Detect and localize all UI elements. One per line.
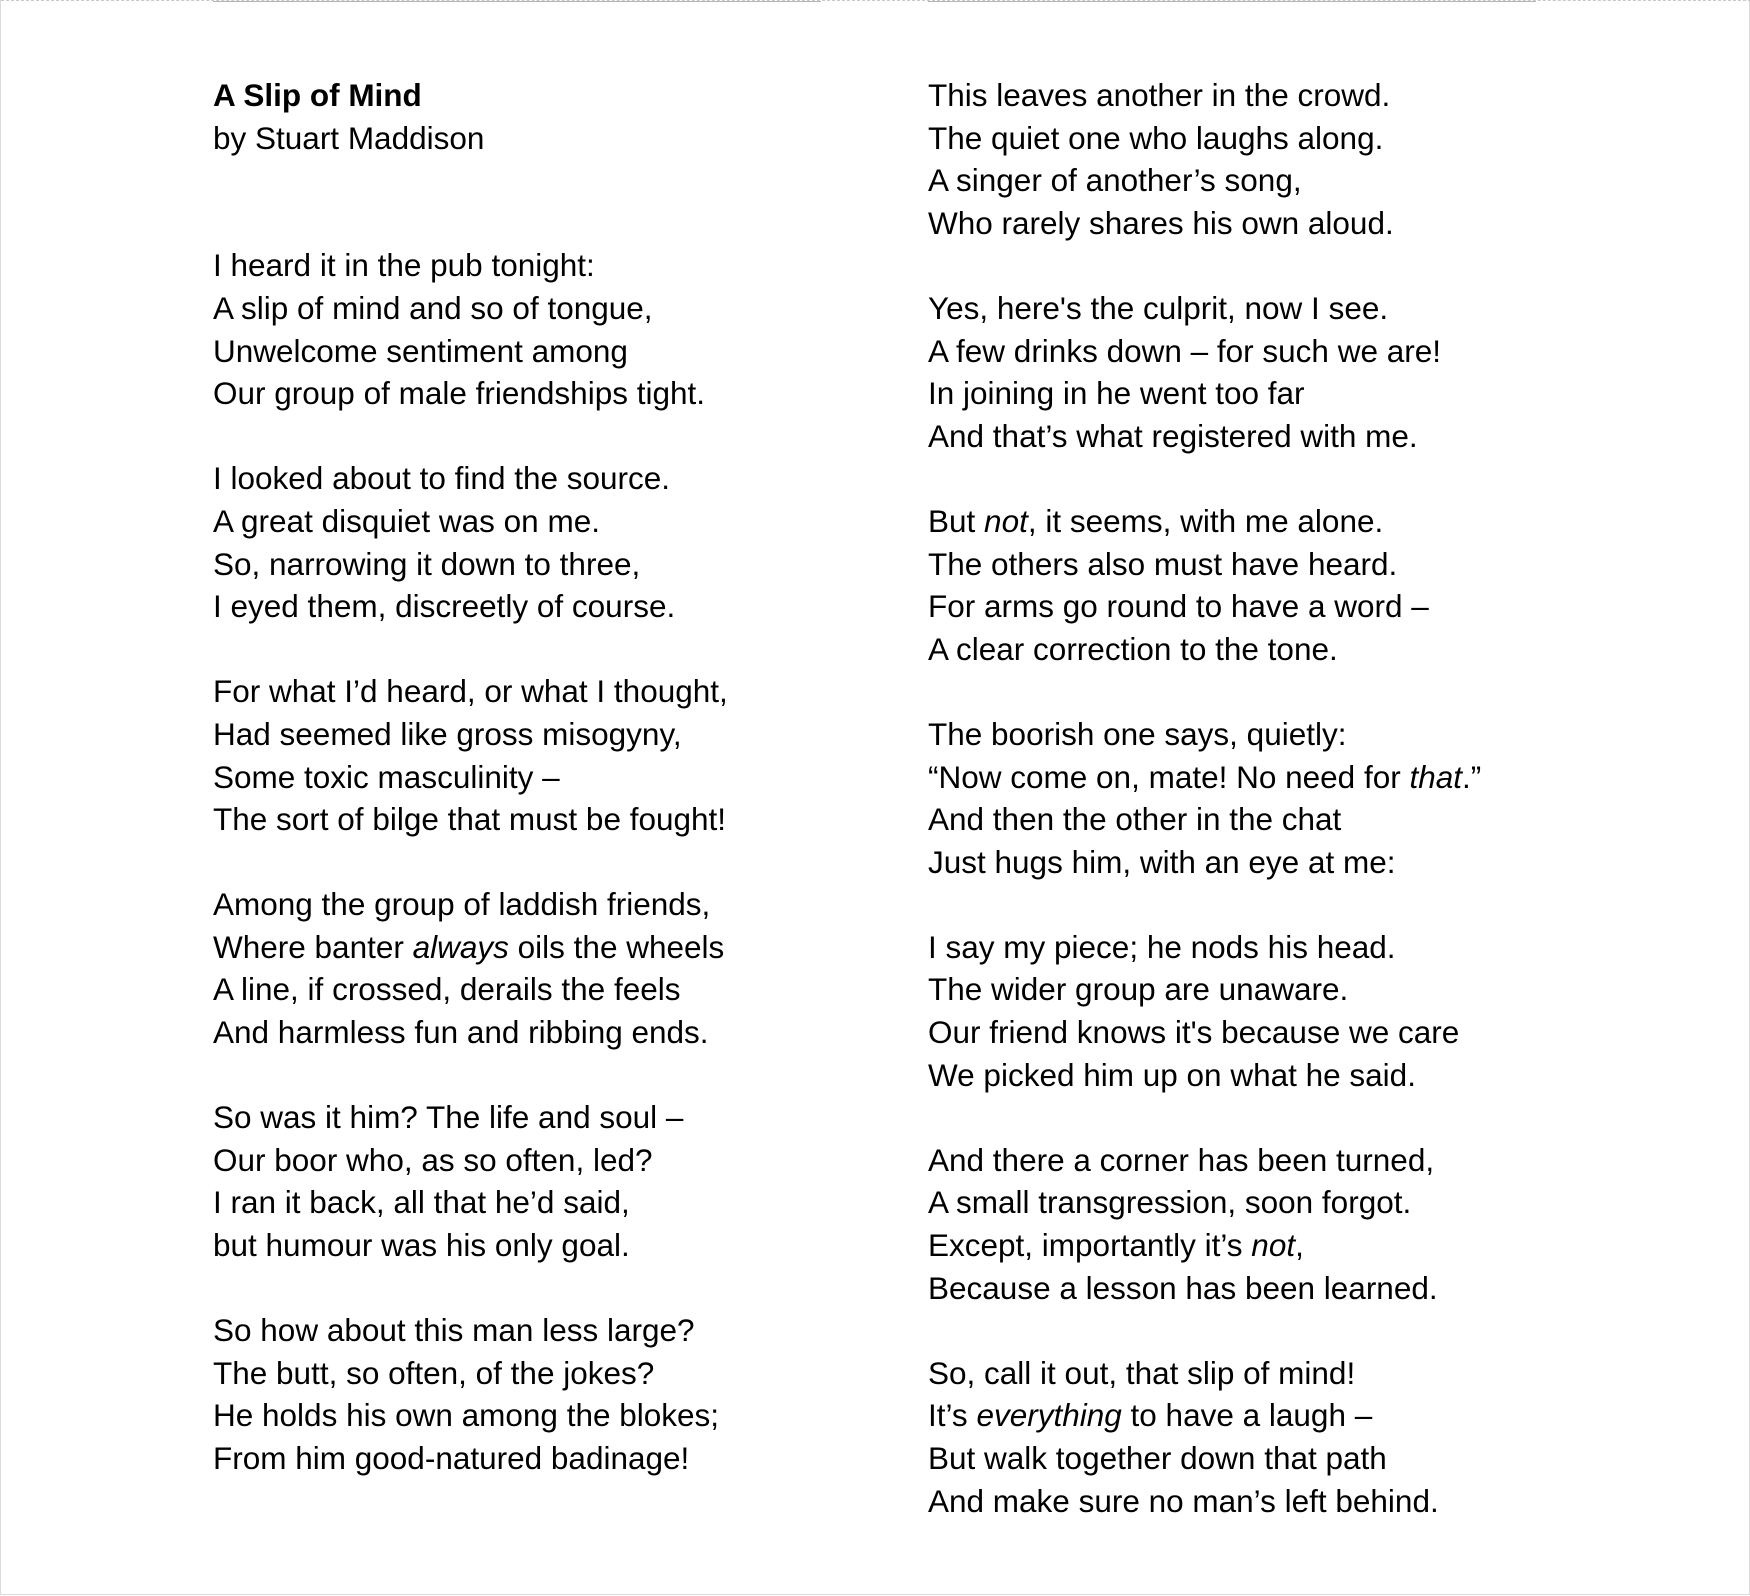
poem-title: A Slip of Mind [213, 77, 422, 113]
poem-line: A small transgression, soon forgot. [928, 1184, 1412, 1221]
poem-line: I ran it back, all that he’d said, [213, 1184, 630, 1221]
poem-line: A singer of another’s song, [928, 162, 1302, 199]
poem-line: So how about this man less large? [213, 1312, 695, 1349]
poem-line: Just hugs him, with an eye at me: [928, 843, 1396, 880]
poem-line: I heard it in the pub tonight: [213, 247, 595, 284]
poem-line: So, call it out, that slip of mind! [928, 1354, 1356, 1391]
stanza [928, 500, 1628, 670]
poem-line: “Now come on, mate! No need for that.” [928, 758, 1482, 795]
poem-line: Among the group of laddish friends, [213, 886, 711, 923]
stanza-list-left [213, 244, 893, 1479]
poem-line: Had seemed like gross misogyny, [213, 715, 682, 752]
stanza [928, 926, 1628, 1096]
poem-line: And make sure no man’s left behind. [928, 1482, 1439, 1519]
poem-line: I looked about to find the source. [213, 460, 671, 497]
title-spacer [213, 159, 893, 244]
poem-line: but humour was his only goal. [213, 1227, 630, 1264]
column-rule-left [213, 1, 821, 2]
poem-line: In joining in he went too far [928, 375, 1305, 412]
poem-line: A few drinks down – for such we are! [928, 332, 1441, 369]
poem-line: Who rarely shares his own aloud. [928, 204, 1394, 241]
poem-line: So, narrowing it down to three, [213, 545, 641, 582]
poem-line: And then the other in the chat [928, 801, 1342, 838]
poem-line: Our group of male friendships tight. [213, 375, 706, 412]
stanza [213, 670, 893, 840]
poem-line: And harmless fun and ribbing ends. [213, 1014, 709, 1051]
stanza [213, 1096, 893, 1266]
poem-line: The sort of bilge that must be fought! [213, 801, 727, 838]
poem-line: Some toxic masculinity – [213, 758, 560, 795]
poem-line: The boorish one says, quietly: [928, 715, 1347, 752]
poem-line: Our friend knows it's because we care [928, 1014, 1460, 1051]
poem-line: Where banter always oils the wheels [213, 928, 725, 965]
emphasis: not [984, 502, 1028, 539]
emphasis: always [412, 928, 509, 965]
poem-column-left [213, 74, 893, 1480]
stanza [213, 883, 893, 1053]
poem-line: Unwelcome sentiment among [213, 332, 628, 369]
stanza [928, 74, 1628, 244]
poem-line: And there a corner has been turned, [928, 1141, 1435, 1178]
emphasis: everything [976, 1397, 1122, 1434]
poem-line: We picked him up on what he said. [928, 1056, 1416, 1093]
poem-line: But walk together down that path [928, 1440, 1387, 1476]
emphasis: that [1409, 758, 1463, 795]
poem-line: For arms go round to have a word – [928, 588, 1429, 625]
stanza [213, 1309, 893, 1479]
stanza [213, 457, 893, 627]
poem-line: A great disquiet was on me. [213, 502, 600, 539]
poem-line: The quiet one who laughs along. [928, 119, 1384, 156]
stanza [928, 287, 1628, 457]
poem-line: The others also must have heard. [928, 545, 1398, 582]
poem-line: From him good-natured badinage! [213, 1440, 690, 1476]
poem-line: A line, if crossed, derails the feels [213, 971, 681, 1008]
poem-line: The butt, so often, of the jokes? [213, 1354, 655, 1391]
poem-line: I say my piece; he nods his head. [928, 928, 1396, 965]
poem-line: So was it him? The life and soul – [213, 1099, 684, 1136]
poem-line: The wider group are unaware. [928, 971, 1349, 1008]
poem-author: by Stuart Maddison [213, 119, 485, 156]
stanza [928, 1139, 1628, 1309]
poem-line: Because a lesson has been learned. [928, 1269, 1438, 1306]
column-rule-right [928, 1, 1536, 2]
stanza [213, 244, 893, 414]
poem-line: He holds his own among the blokes; [213, 1397, 720, 1434]
stanza-list-right [928, 74, 1628, 1522]
poem-line: A clear correction to the tone. [928, 630, 1338, 667]
poem-line: Yes, here's the culprit, now I see. [928, 289, 1389, 326]
stanza [928, 1352, 1628, 1522]
stanza [928, 713, 1628, 883]
poem-line: But not, it seems, with me alone. [928, 502, 1384, 539]
poem-line: And that’s what registered with me. [928, 417, 1418, 454]
poem-line: For what I’d heard, or what I thought, [213, 673, 728, 710]
poem-column-right [928, 74, 1628, 1522]
poem-line: Our boor who, as so often, led? [213, 1141, 653, 1178]
poem-line: It’s everything to have a laugh – [928, 1397, 1373, 1434]
poem-line: Except, importantly it’s not, [928, 1227, 1304, 1264]
poem-line: A slip of mind and so of tongue, [213, 289, 653, 326]
poem-line: I eyed them, discreetly of course. [213, 588, 676, 625]
poem-line: This leaves another in the crowd. [928, 77, 1391, 113]
emphasis: not [1251, 1227, 1296, 1264]
